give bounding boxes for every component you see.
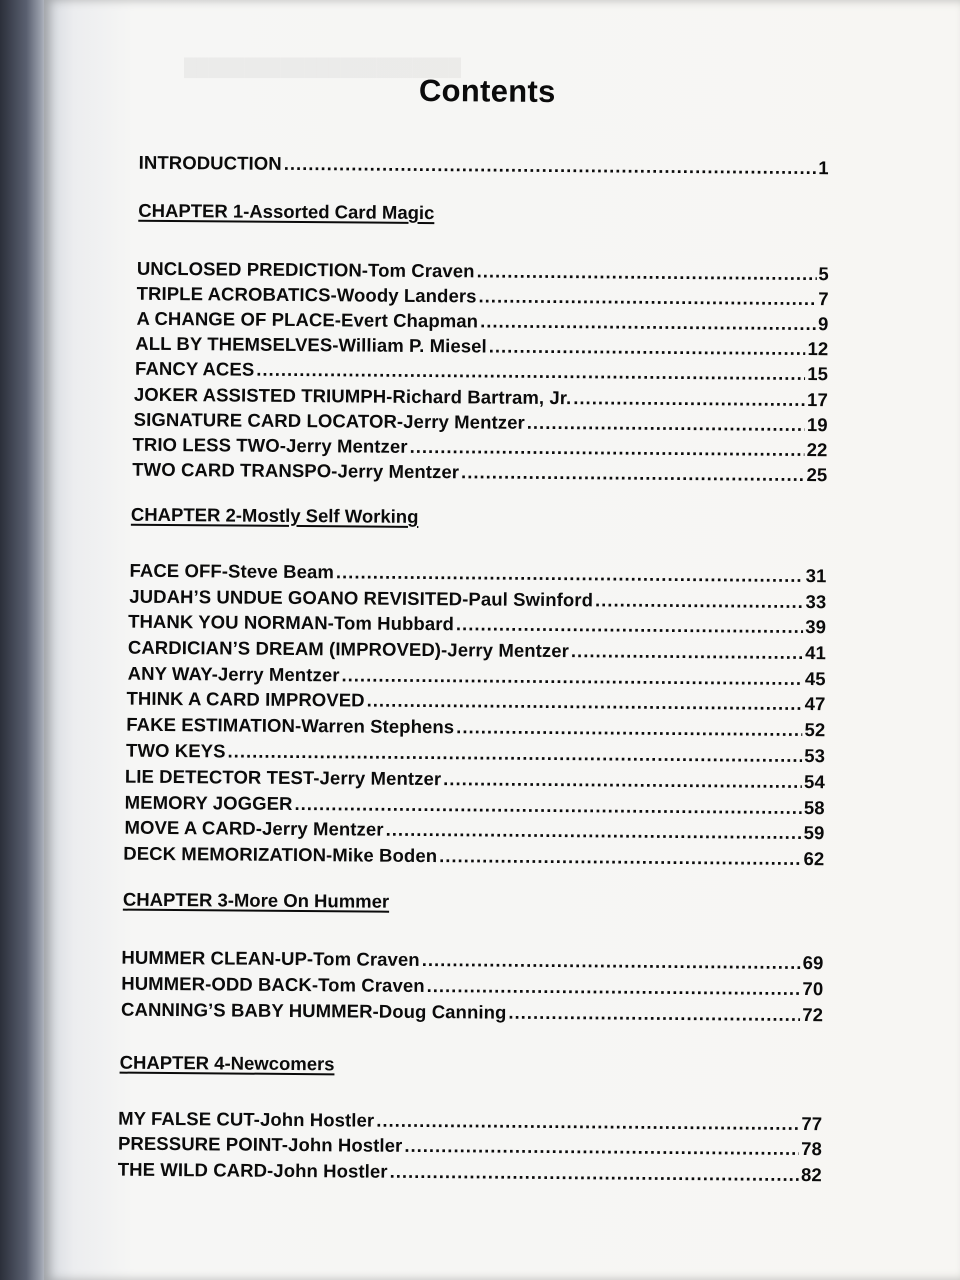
chapter-heading: CHAPTER 1-Assorted Card Magic — [138, 199, 435, 224]
toc-entry-title: THANK YOU NORMAN-Tom Hubbard — [128, 610, 455, 635]
toc-entry-title: JOKER ASSISTED TRIUMPH-Richard Bartram, Jr. — [133, 383, 572, 409]
toc-entry-title: THINK A CARD IMPROVED — [126, 687, 365, 711]
toc-entry-title: HUMMER-ODD BACK-Tom Craven — [121, 972, 425, 997]
toc-entry-page: 69 — [802, 951, 824, 974]
toc-entry-page: 12 — [807, 338, 829, 360]
chapter-heading: CHAPTER 4-Newcomers — [119, 1051, 335, 1075]
toc-entry-title: INTRODUCTION — [138, 151, 282, 174]
toc-entry-title: UNCLOSED PREDICTION-Tom Craven — [136, 257, 475, 282]
toc-entry-title: LIE DETECTOR TEST-Jerry Mentzer — [124, 765, 442, 790]
toc-entry — [123, 839, 824, 871]
book-page — [44, 0, 960, 1280]
toc-entry-title: FAKE ESTIMATION-Warren Stephens — [126, 713, 455, 738]
chapter-heading: CHAPTER 3-More On Hummer — [122, 888, 390, 912]
leader-dots — [571, 640, 803, 664]
leader-dots — [595, 589, 804, 613]
toc-entry-title: THE WILD CARD-John Hostler — [117, 1158, 388, 1182]
toc-entry-page: 47 — [804, 692, 826, 715]
contents-page — [44, 0, 960, 1280]
toc-entry-page: 53 — [804, 744, 826, 767]
toc-entry-title: TWO CARD TRANSPO-Jerry Mentzer — [132, 458, 460, 483]
leader-dots — [508, 1002, 800, 1026]
toc-entry-page: 82 — [800, 1163, 822, 1186]
toc-entry — [121, 995, 823, 1027]
toc-entry-page: 62 — [803, 847, 825, 870]
toc-entry-title: JUDAH’S UNDUE GOANO REVISITED-Paul Swinford — [129, 585, 594, 611]
toc-entry-title: TRIPLE ACROBATICS-Woody Landers — [136, 282, 477, 307]
leader-dots — [573, 387, 805, 411]
toc-entry-page: 5 — [818, 263, 829, 285]
toc-entry-page: 58 — [803, 796, 825, 819]
toc-entry-page: 39 — [805, 615, 827, 638]
toc-entry-title: CANNING’S BABY HUMMER-Doug Canning — [120, 998, 507, 1023]
toc-entry-title: PRESSURE POINT-John Hostler — [117, 1132, 403, 1156]
toc-entry-title: MOVE A CARD-Jerry Mentzer — [124, 816, 384, 840]
toc-entry-title: SIGNATURE CARD LOCATOR-Jerry Mentzer — [133, 408, 525, 433]
toc-entry-page: 41 — [805, 641, 826, 664]
toc-entry-title: TRIO LESS TWO-Jerry Mentzer — [132, 433, 408, 457]
leader-dots — [456, 613, 804, 638]
toc-entry-page: 19 — [806, 414, 828, 436]
toc-entry-page: 22 — [806, 439, 828, 461]
toc-entry-title: FANCY ACES — [135, 357, 255, 380]
toc-entry-title: HUMMER CLEAN-UP-Tom Craven — [121, 946, 420, 970]
toc-entry-page: 25 — [806, 464, 828, 486]
toc-entry-page: 70 — [802, 977, 824, 1000]
toc-entry-title: MY FALSE CUT-John Hostler — [118, 1107, 375, 1131]
toc-entry-title: ALL BY THEMSELVES-William P. Miesel — [135, 332, 487, 357]
leader-dots — [439, 845, 802, 870]
toc-entry-title: A CHANGE OF PLACE-Evert Chapman — [136, 307, 479, 332]
leader-dots — [284, 153, 817, 179]
toc-entry-title: MEMORY JOGGER — [124, 791, 293, 814]
leader-dots — [390, 1161, 800, 1186]
toc-entry-page: 72 — [802, 1003, 824, 1026]
book-spine — [0, 0, 48, 1280]
leader-dots — [427, 975, 801, 1000]
toc-entry-page: 77 — [801, 1112, 823, 1135]
toc-entry-page: 78 — [801, 1137, 823, 1160]
toc-entry-title: TWO KEYS — [126, 739, 226, 762]
toc-entry-page: 31 — [805, 565, 827, 587]
leader-dots — [404, 1135, 799, 1160]
leader-dots — [461, 461, 805, 486]
toc-entry-page: 54 — [804, 770, 825, 793]
toc-entry — [118, 1155, 822, 1187]
toc-entry-page: 15 — [807, 363, 829, 385]
toc-entry-page: 9 — [818, 313, 829, 335]
leader-dots — [456, 716, 802, 741]
toc-entry — [132, 455, 827, 486]
toc-entry-title: FACE OFF-Steve Beam — [129, 559, 335, 583]
leader-dots — [386, 819, 802, 844]
page-title: Contents — [418, 72, 556, 110]
leader-dots — [443, 768, 802, 793]
toc-entry-introduction — [139, 148, 829, 179]
toc-entry-title: CARDICIAN’S DREAM (IMPROVED)-Jerry Mentzer — [127, 636, 570, 662]
toc-entry-title: DECK MEMORIZATION-Mike Boden — [123, 842, 438, 867]
toc-entry-page: 59 — [803, 821, 825, 844]
leader-dots — [422, 949, 801, 974]
chapter-heading: CHAPTER 2-Mostly Self Working — [130, 503, 419, 527]
toc-entry-page: 17 — [807, 389, 828, 411]
toc-entry-page: 1 — [818, 157, 829, 179]
toc-entry-page: 52 — [804, 718, 826, 741]
toc-entry-title: ANY WAY-Jerry Mentzer — [127, 662, 340, 686]
toc-entry-page: 45 — [804, 667, 826, 690]
toc-entry-page: 33 — [805, 590, 827, 613]
toc-entry-page: 7 — [818, 288, 829, 310]
